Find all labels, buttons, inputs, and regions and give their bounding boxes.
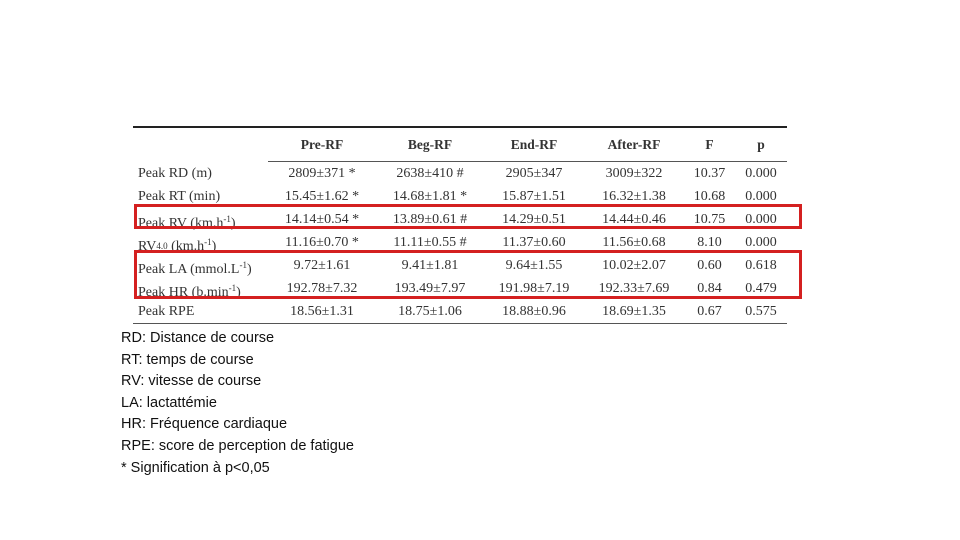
table-bottom-rule — [133, 323, 787, 324]
cell-end-rf: 2905±347 — [505, 166, 563, 181]
col-header-pre-rf: Pre-RF — [300, 137, 344, 152]
col-header-beg-rf: Beg-RF — [407, 137, 453, 152]
table-row — [133, 300, 787, 323]
cell-end-rf: 14.29±0.51 — [502, 212, 566, 227]
results-table — [133, 126, 787, 324]
cell-beg-rf: 9.41±1.81 — [401, 258, 459, 273]
cell-end-rf: 11.37±0.60 — [502, 235, 566, 250]
row-label: Peak LA $(mmol.L^{-1})$ — [138, 260, 252, 277]
cell-beg-rf: 193.49±7.97 — [394, 281, 466, 296]
row-label: Peak RD (m) — [138, 166, 212, 181]
cell-after-rf: 14.44±0.46 — [602, 212, 666, 227]
legend-line: RT: temps de course — [121, 351, 254, 368]
col-header-after-rf: After-RF — [607, 137, 661, 152]
cell-p: 0.479 — [745, 281, 777, 296]
cell-end-rf: 15.87±1.51 — [502, 189, 566, 204]
table-row — [133, 185, 787, 208]
cell-after-rf: 10.02±2.07 — [602, 258, 666, 273]
legend-line: * Signification à p<0,05 — [121, 459, 270, 476]
cell-end-rf: 18.88±0.96 — [502, 304, 566, 319]
cell-after-rf: 18.69±1.35 — [602, 304, 666, 319]
cell-beg-rf: 2638±410 # — [396, 166, 464, 181]
cell-pre-rf: 11.16±0.70 * — [285, 235, 359, 250]
table-row — [133, 277, 787, 300]
cell-f: 10.37 — [693, 166, 726, 181]
cell-pre-rf: 18.56±1.31 — [290, 304, 354, 319]
cell-p: 0.000 — [745, 189, 777, 204]
cell-f: 10.75 — [693, 212, 726, 227]
abbreviation-legend — [121, 328, 354, 479]
cell-f: 10.68 — [693, 189, 726, 204]
cell-pre-rf: 9.72±1.61 — [293, 258, 351, 273]
table-row — [133, 162, 787, 185]
row-label: Peak RPE — [138, 304, 195, 319]
cell-after-rf: 3009±322 — [605, 166, 663, 181]
cell-p: 0.575 — [745, 304, 777, 319]
col-header-f: F — [705, 137, 714, 152]
cell-f: 8.10 — [697, 235, 722, 250]
cell-after-rf: 192.33±7.69 — [598, 281, 670, 296]
cell-p: 0.000 — [745, 166, 777, 181]
cell-p: 0.000 — [745, 212, 777, 227]
cell-p: 0.000 — [745, 235, 777, 250]
cell-f: 0.60 — [697, 258, 722, 273]
cell-after-rf: 11.56±0.68 — [602, 235, 666, 250]
legend-line: RD: Distance de course — [121, 330, 275, 346]
row-label: Peak RT (min) — [138, 189, 221, 204]
row-label: Peak HR $(b.\min^{-1})$ — [138, 283, 241, 300]
cell-after-rf: 16.32±1.38 — [602, 189, 666, 204]
cell-f: 0.67 — [697, 304, 722, 319]
cell-pre-rf: 192.78±7.32 — [286, 281, 358, 296]
cell-beg-rf: 18.75±1.06 — [398, 304, 462, 319]
cell-f: 0.84 — [697, 281, 722, 296]
legend-line: LA: lactattémie — [121, 394, 217, 411]
row-label: RV4.0 $(km.h^{-1})$ — [138, 237, 217, 254]
cell-pre-rf: 2809±371 * — [288, 166, 356, 181]
cell-end-rf: 9.64±1.55 — [505, 258, 563, 273]
cell-p: 0.618 — [745, 258, 777, 273]
table-row — [133, 208, 787, 231]
col-header-p: p — [757, 137, 765, 152]
cell-beg-rf: 11.11±0.55 # — [393, 235, 467, 250]
table-row — [133, 231, 787, 254]
table-header-row — [133, 128, 787, 161]
cell-end-rf: 191.98±7.19 — [498, 281, 570, 296]
legend-line: RV: vitesse de course — [121, 373, 262, 390]
cell-beg-rf: 13.89±0.61 # — [392, 212, 468, 227]
row-label: Peak RV $(km.h^{-1})$ — [138, 214, 236, 231]
cell-pre-rf: 14.14±0.54 * — [284, 212, 360, 227]
table-row — [133, 254, 787, 277]
legend-line: RPE: score de perception de fatigue — [121, 437, 354, 454]
legend-line: HR: Fréquence cardiaque — [121, 416, 288, 433]
cell-pre-rf: 15.45±1.62 * — [284, 189, 360, 204]
col-header-end-rf: End-RF — [510, 137, 558, 152]
cell-beg-rf: 14.68±1.81 * — [392, 189, 468, 204]
